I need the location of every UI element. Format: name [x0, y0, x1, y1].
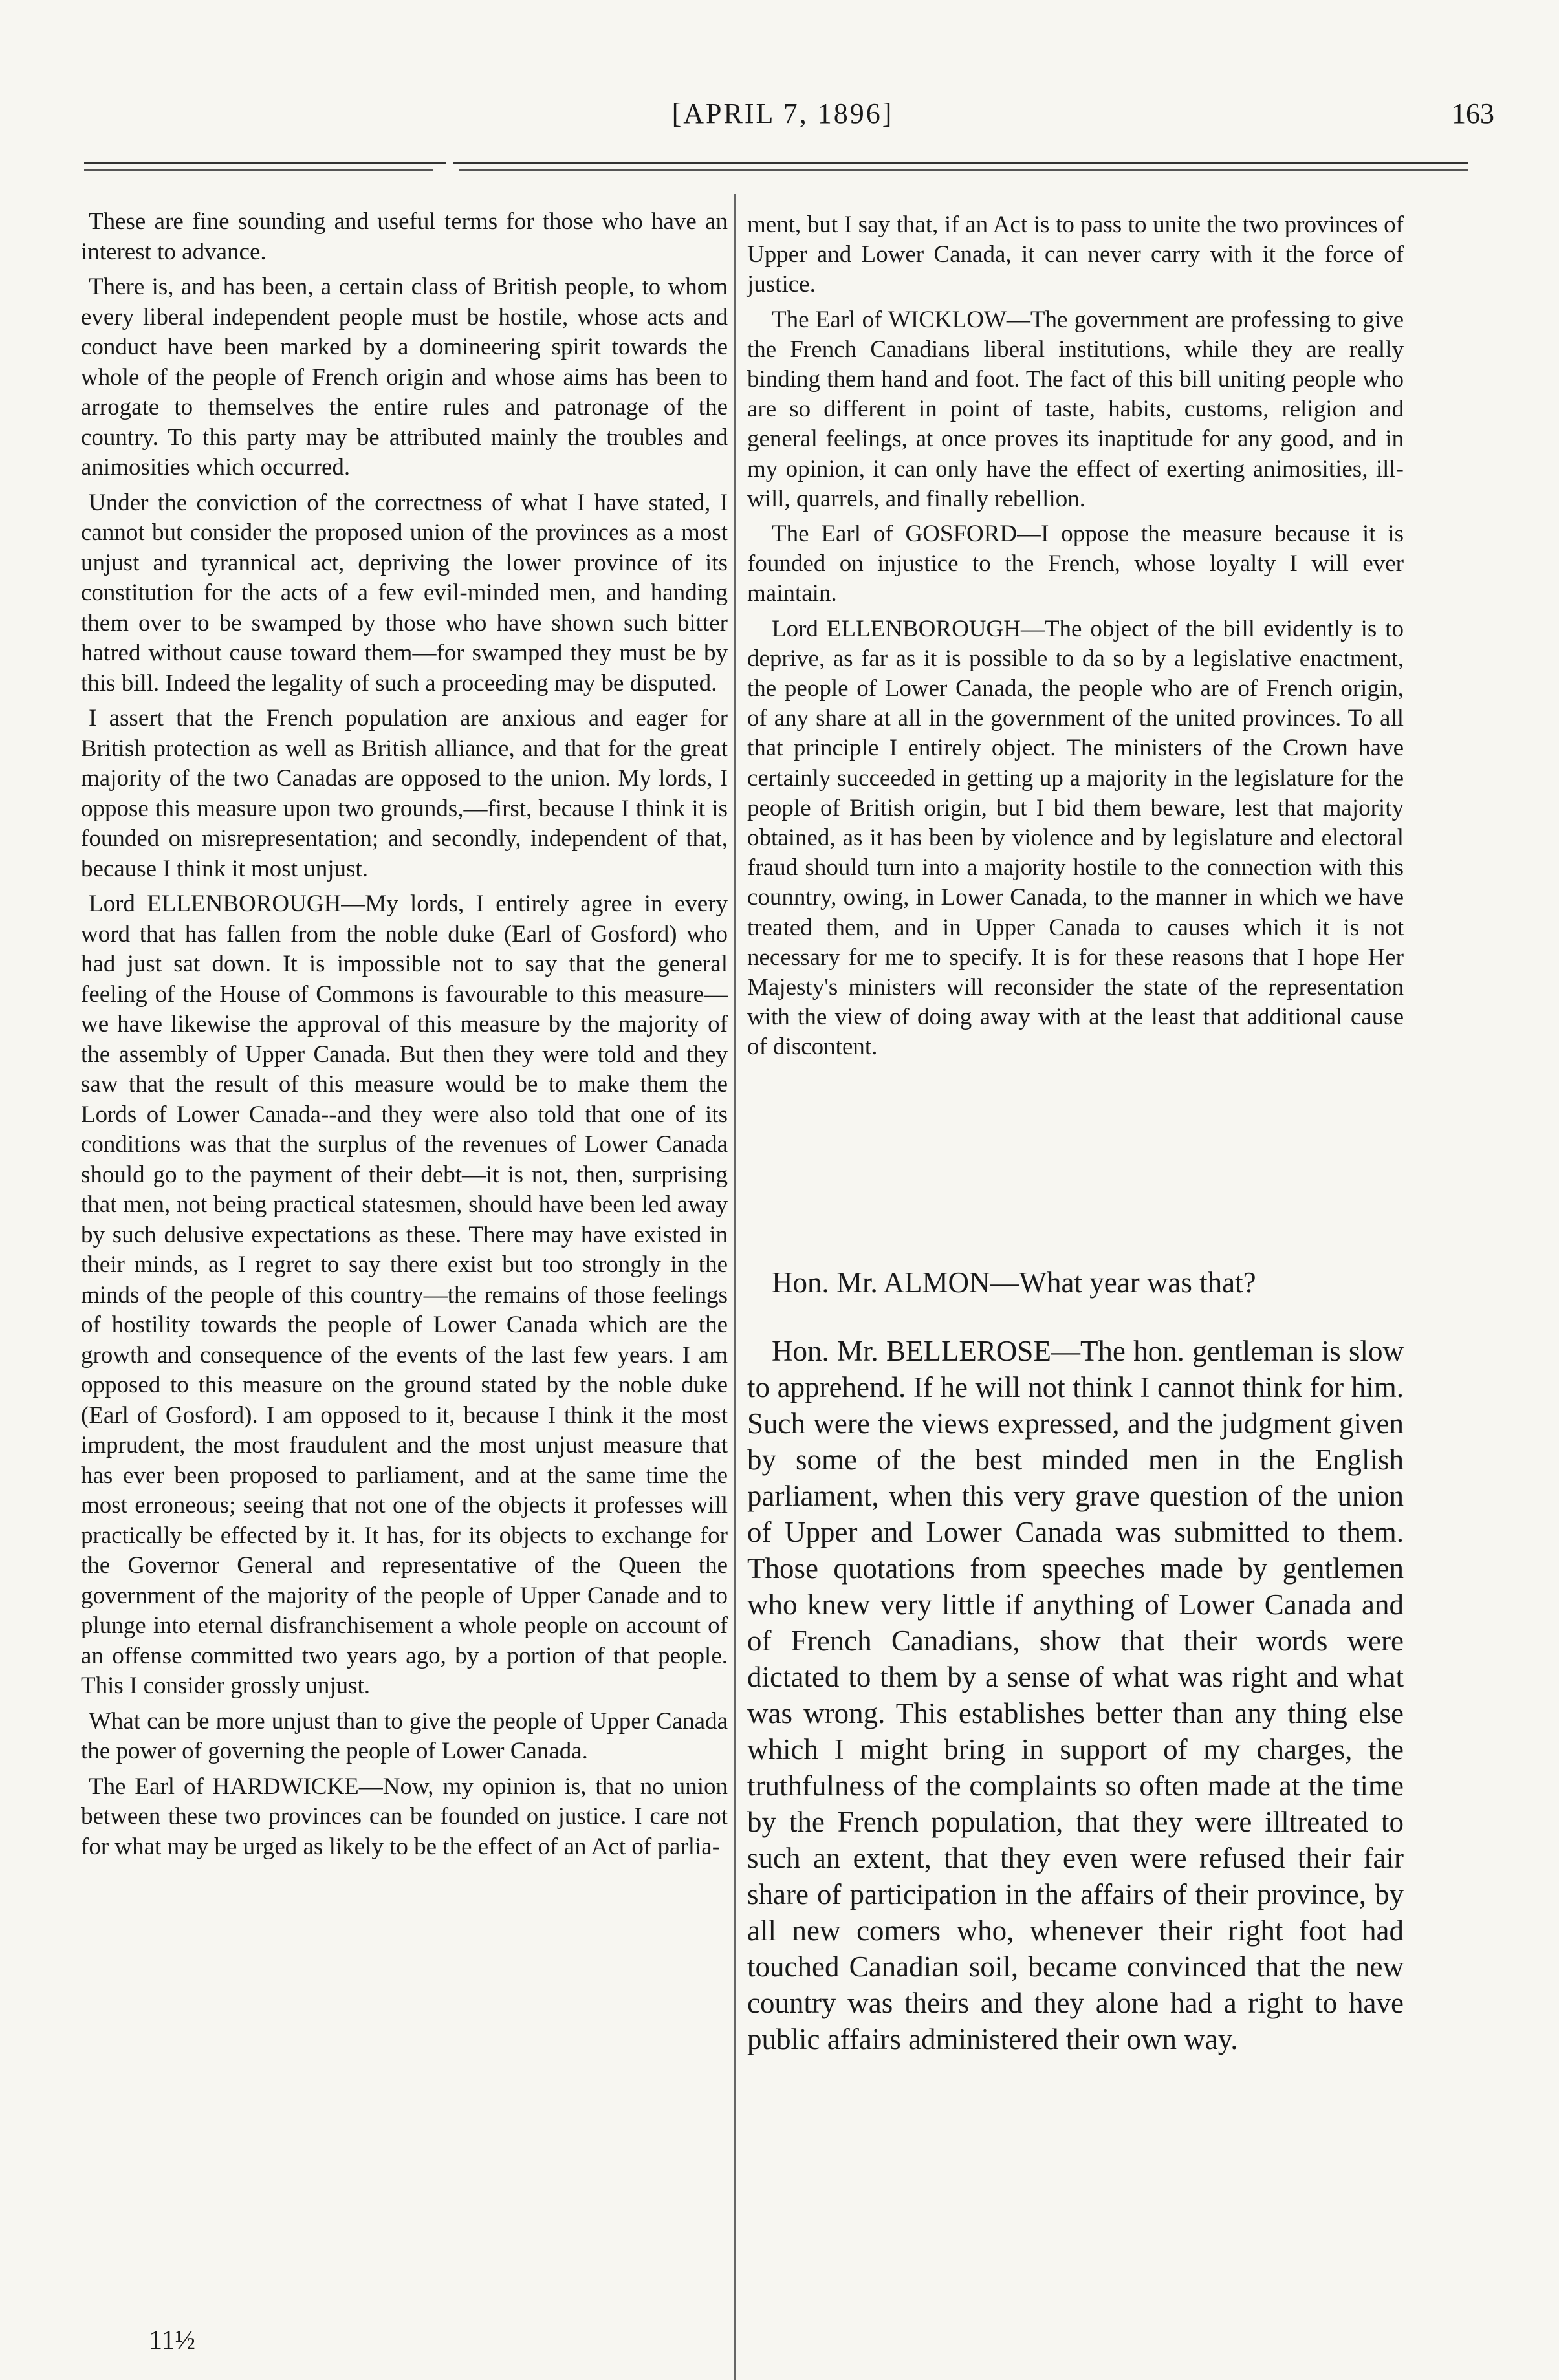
- right-column-speeches: [747, 210, 1404, 1063]
- paragraph: ment, but I say that, if an Act is to pass to unite the two provinces of Upper and Lower Canada, it can never carry with it the force of justice.: [747, 211, 1404, 298]
- paragraph: The Earl of WICKLOW—The government are professing to give the French Canadians liberal institutions, while they are really binding them hand and foot. The fact of this bill uniting people who are so different in point of taste, habits, customs, religion and general feelings, at once proves its inaptitude for any good, and in my opinion, it can only have the effect of exerting animosities, ill-will, quarrels, and finally rebellion.: [747, 306, 1404, 512]
- paragraph: Lord ELLENBOROUGH—The object of the bill evidently is to deprive, as far as it is possible to da so by a legislative enactment, the people of Lower Canada, the people who are of French origin, of any share at all in the government of the united provinces. To all that principle I entirely object. The ministers of the Crown have certainly succeeded in getting up a majority in the legislature for the people of British origin, but I bid them beware, lest that majority obtained, as it has been by violence and by legislature and electoral fraud should turn into a majority hostile to the connection with this counntry, owing, in Lower Canada, to the manner in which we have treated them, and in Upper Canada to causes which it is not necessary for me to specify. It is for these reasons that I hope Her Majesty's ministers will reconsider the state of the representation with the view of doing away with at the least that additional cause of discontent.: [747, 615, 1404, 1061]
- paragraph: What can be more unjust than to give the people of Upper Canada the power of governing the people of Lower Canada.: [81, 1707, 728, 1764]
- header-rule-right: [453, 162, 1468, 164]
- paragraph: Hon. Mr. ALMON—What year was that?: [772, 1266, 1256, 1299]
- header-rule-left: [84, 162, 446, 164]
- header-rule-right-thin: [459, 169, 1468, 171]
- paragraph: The Earl of HARDWICKE—Now, my opinion is, that no union between these two provinces can be founded on justice. I care not for what may be urged as likely to be the effect of an Act of parlia-: [81, 1773, 728, 1860]
- paragraph: These are fine sounding and useful terms for those who have an interest to advance.: [81, 208, 728, 265]
- header-rule-left-thin: [84, 169, 433, 171]
- paragraph: Hon. Mr. BELLEROSE—The hon. gentleman is slow to apprehend. If he will not think I cannot think for him. Such were the views expressed, and the judgment given by some of the best minded men in the English parliament, when this very grave question of the union of Upper and Lower Canada was submitted to them. Those quotations from speeches made by gentlemen who knew very little if anything of Lower Canada and of French Canadians, show that their words were dictated to them by a sense of what was right and what was wrong. This establishes better than any thing else which I might bring in support of my charges, the truthfulness of the complaints so often made at the time by the French population, that they were illtreated to such an extent, that they even were refused their fair share of participation in the affairs of their province, by all new comers who, whenever their right foot had touched Canadian soil, became convinced that the new country was theirs and they alone had a right to have public affairs administered their own way.: [747, 1335, 1404, 2055]
- header-date: [APRIL 7, 1896]: [671, 98, 894, 129]
- paragraph: I assert that the French population are anxious and eager for British protection as well as British alliance, and that for the great majority of the two Canadas are opposed to the union. My lords, I oppose this measure upon two grounds,—first, because I think it is founded on misrepresentation; and secondly, independent of that, because I think it most unjust.: [81, 705, 728, 882]
- right-column-debate: [747, 1264, 1404, 2057]
- column-divider: [734, 194, 736, 2380]
- signature-mark: 11½: [149, 2326, 195, 2355]
- page-number: 163: [1452, 98, 1494, 129]
- paragraph: Lord ELLENBOROUGH—My lords, I entirely agree in every word that has fallen from the noble duke (Earl of Gosford) who had just sat down. It is impossible not to say that the general feeling of the House of Commons is favourable to this measure—we have likewise the approval of this measure by the majority of the assembly of Upper Canada. But then they were told and they saw that the result of this measure would be to make them the Lords of Lower Canada--and they were also told that one of its conditions was that the surplus of the revenues of Lower Canada should go to the payment of their debt—it is not, then, surprising that men, not being practical statesmen, should have been led away by such delusive expectations as these. There may have existed in their minds, as I regret to say there exist but too strongly in the minds of the people of this country—the remains of those feelings of hostility towards the people of Lower Canada which are the growth and consequence of the events of the last few years. I am opposed to this measure on the ground stated by the noble duke (Earl of Gosford). I am opposed to it, because I think it the most imprudent, the most fraudulent and the most unjust measure that has ever been proposed to parliament, and at the same time the most erroneous; seeing that not one of the objects it professes will practically be effected by it. It has, for its objects to exchange for the Governor General and representative of the Queen the government of the majority of the people of Upper Canade and to plunge into eternal disfranchisement a whole people on account of an offense committed two years ago, by a portion of that people. This I consider grossly unjust.: [81, 891, 728, 1699]
- page-header: [0, 97, 1559, 142]
- paragraph: Under the conviction of the correctness of what I have stated, I cannot but consider the proposed union of the provinces as a most unjust and tyrannical act, depriving the lower province of its constitution for the acts of a few evil-minded men, and handing them over to be swamped by those who have shown such bitter hatred without cause toward them—for swamped they must be by this bill. Indeed the legality of such a proceeding may be disputed.: [81, 489, 728, 697]
- paragraph: There is, and has been, a certain class of British people, to whom every liberal independent people must be hostile, whose acts and conduct have been marked by a domineering spirit towards the whole of the people of French origin and whose aims has been to arrogate to themselves the entire rules and patronage of the country. To this party may be attributed mainly the troubles and animosities which occurred.: [81, 274, 728, 481]
- left-column: [81, 207, 728, 1862]
- paragraph: The Earl of GOSFORD—I oppose the measure because it is founded on injustice to the French, whose loyalty I will ever maintain.: [747, 521, 1404, 607]
